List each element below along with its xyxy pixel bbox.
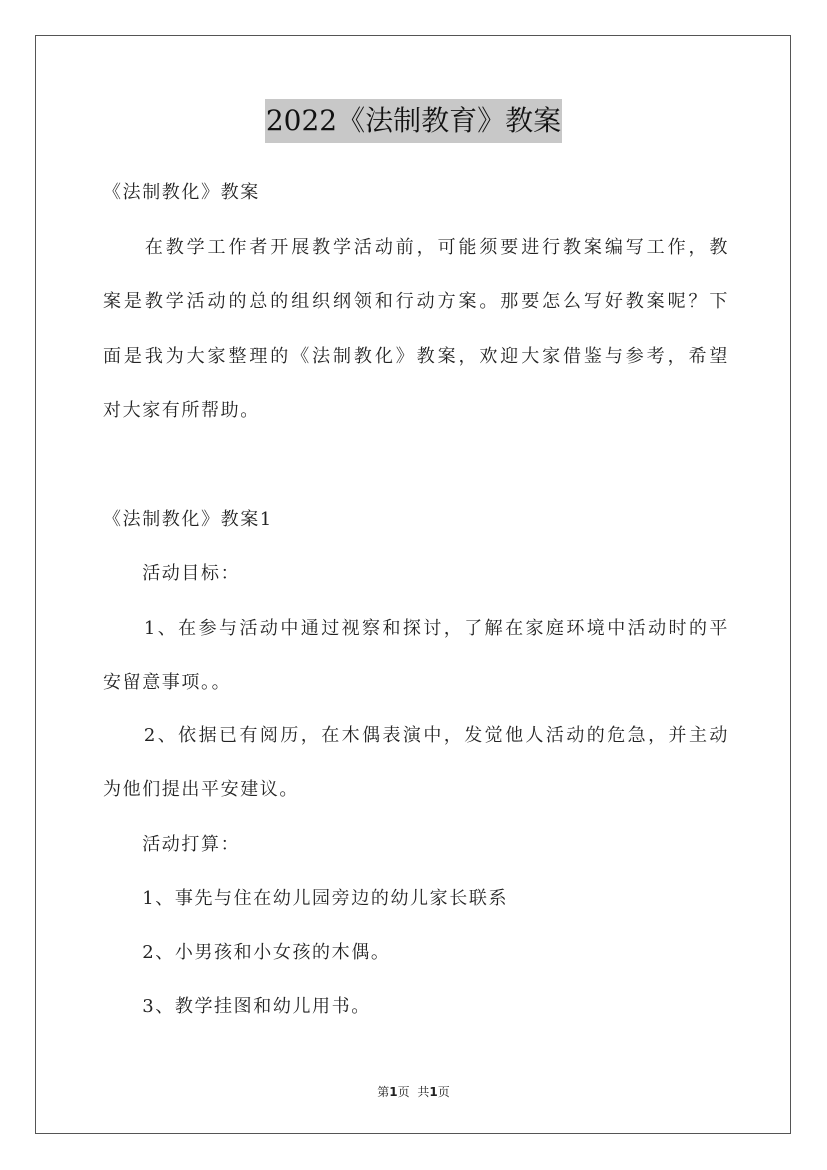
subheading: 活动目标： xyxy=(103,563,241,584)
page-number: 1 xyxy=(389,1085,398,1099)
list-item: 1、事先与住在幼儿园旁边的幼儿家长联系 xyxy=(103,888,509,909)
paragraph-line: 对大家有所帮助。 xyxy=(103,400,260,421)
total-prefix: 共 xyxy=(417,1085,430,1099)
list-item: 2、小男孩和小女孩的木偶。 xyxy=(103,942,391,963)
page-suffix: 页 xyxy=(397,1085,410,1099)
paragraph-line: 在教学工作者开展教学活动前，可能须要进行教案编写工作，教 xyxy=(103,237,729,258)
total-pages: 1 xyxy=(429,1085,438,1099)
subheading: 活动打算： xyxy=(103,834,241,855)
section-heading: 《法制教化》教案1 xyxy=(103,509,273,530)
paragraph-line: 面是我为大家整理的《法制教化》教案，欢迎大家借鉴与参考，希望 xyxy=(103,346,729,367)
page-footer xyxy=(0,1083,827,1101)
paragraph-line: 2、依据已有阅历，在木偶表演中，发觉他人活动的危急，并主动 xyxy=(103,725,729,746)
list-item: 3、教学挂图和幼儿用书。 xyxy=(103,996,371,1017)
paragraph-line: 为他们提出平安建议。 xyxy=(103,779,299,800)
section-heading: 《法制教化》教案 xyxy=(103,182,260,203)
page-prefix: 第 xyxy=(377,1085,390,1099)
title-container xyxy=(0,99,827,143)
paragraph-line: 安留意事项。。 xyxy=(103,672,232,693)
document-title: 2022《法制教育》教案 xyxy=(265,99,562,143)
paragraph-line: 1、在参与活动中通过视察和探讨，了解在家庭环境中活动时的平 xyxy=(103,618,729,639)
total-suffix: 页 xyxy=(437,1085,450,1099)
paragraph-line: 案是教学活动的总的组织纲领和行动方案。那要怎么写好教案呢？下 xyxy=(103,291,729,312)
